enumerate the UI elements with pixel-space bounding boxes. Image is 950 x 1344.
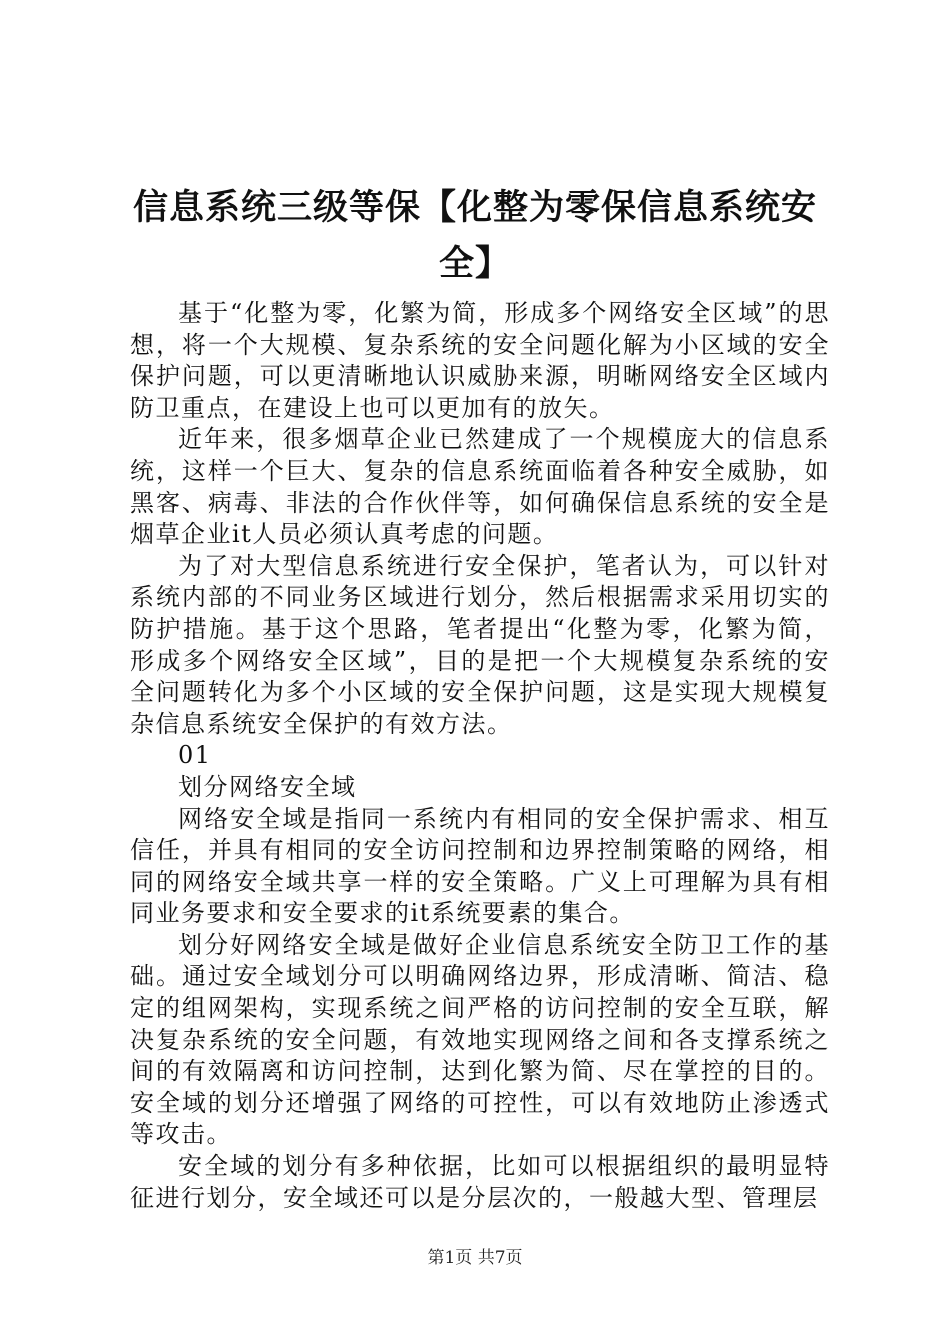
page-footer: 第1页 共7页 xyxy=(427,1248,523,1268)
paragraph: 划分好网络安全域是做好企业信息系统安全防卫工作的基础。通过安全域划分可以明确网络边界，形成清晰、简洁、稳定的组网架构，实现系统之间严格的访问控制的安全互联，解决复杂系统的安全问题，有效地实现网络之间和各支撑系统之间的有效隔离和访问控制，达到化繁为简、尽在掌控的目的。安全域的划分还增强了网络的可控性，可以有效地防止渗透式等攻击。 xyxy=(130,930,830,1149)
section-heading: 划分网络安全域 xyxy=(178,772,357,801)
paragraph: 近年来，很多烟草企业已然建成了一个规模庞大的信息系统，这样一个巨大、复杂的信息系统面临着各种安全威胁，如黑客、病毒、非法的合作伙伴等，如何确保信息系统的安全是烟草企业it人员必须认真考虑的问题。 xyxy=(130,425,830,549)
document-title: 信息系统三级等保【化整为零保信息系统安全】 xyxy=(132,187,817,284)
paragraph: 为了对大型信息系统进行安全保护，笔者认为，可以针对系统内部的不同业务区域进行划分，然后根据需求采用切实的防护措施。基于这个思路，笔者提出“化整为零，化繁为简，形成多个网络安全区域”，目的是把一个大规模复杂系统的安全问题转化为多个小区域的安全保护问题，这是实现大规模复杂信息系统安全保护的有效方法。 xyxy=(130,551,830,738)
paragraph: 网络安全域是指同一系统内有相同的安全保护需求、相互信任，并具有相同的安全访问控制和边界控制策略的网络，相同的网络安全域共享一样的安全策略。广义上可理解为具有相同业务要求和安全要求的it系统要素的集合。 xyxy=(130,804,830,928)
document-body xyxy=(130,298,830,1214)
section-number: 01 xyxy=(178,741,212,770)
paragraph: 基于“化整为零，化繁为简，形成多个网络安全区域”的思想，将一个大规模、复杂系统的安全问题化解为小区域的安全保护问题，可以更清晰地认识威胁来源，明晰网络安全区域内防卫重点，在建设上也可以更加有的放矢。 xyxy=(130,299,830,422)
paragraph: 安全域的划分有多种依据，比如可以根据组织的最明显特征进行划分，安全域还可以是分层次的，一般越大型、管理层 xyxy=(130,1152,830,1212)
